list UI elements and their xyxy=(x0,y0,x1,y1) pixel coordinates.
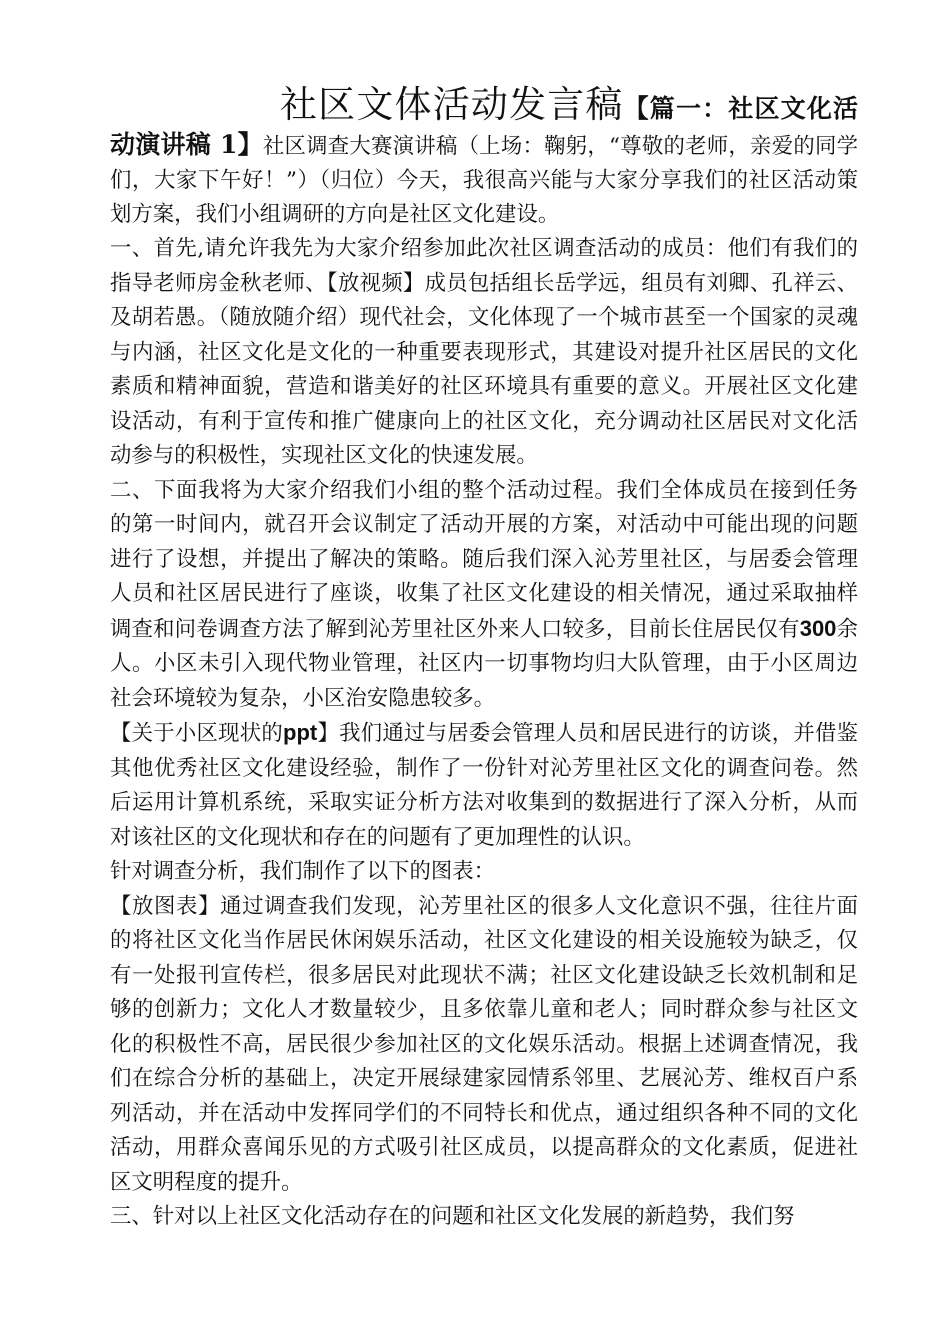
process-text-after: 余人。小区未引入现代物业管理，社区内一切事物均归大队管理，由于小区周边社会环境较为复杂，小区治安隐患较多。 xyxy=(110,616,858,711)
paragraph-charts-intro: 针对调查分析，我们制作了以下的图表： xyxy=(110,859,496,884)
document-heading xyxy=(110,83,859,232)
paragraph-findings: 【放图表】通过调查我们发现，沁芳里社区的很多人文化意识不强，往往片面的将社区文化当作居民休闲娱乐活动，社区文化建设的相关设施较为缺乏，仅有一处报刊宣传栏，很多居民对此现状不满；社区文化建设缺乏长效机制和足够的创新力；文化人才数量较少，且多依靠儿童和老人；同时群众参与社区文化的积极性不高，居民很少参加社区的文化娱乐活动。根据上述调查情况，我们在综合分析的基础上，决定开展绿建家园情系邻里、艺展沁芳、维权百户系列活动，并在活动中发挥同学们的不同特长和优点，通过组织各种不同的文化活动，用群众喜闻乐见的方式吸引社区成员，以提高群众的文化素质，促进社区文明程度的提升。 xyxy=(110,893,858,1195)
survey-text-after: 】我们通过与居委会管理人员和居民进行的访谈，并借鉴其他优秀社区文化建设经验，制作了一份针对沁芳里社区文化的调查问卷。然后运用计算机系统，采取实证分析方法对收集到的数据进行了深入分析，从而对该社区的文化现状和存在的问题有了更加理性的认识。 xyxy=(110,721,858,850)
document-subtitle: 【篇一：社区文化活动演讲稿 1】 xyxy=(110,94,858,159)
document-body xyxy=(110,83,859,1235)
paragraph-process xyxy=(110,474,858,717)
resident-count: 300 xyxy=(799,615,837,641)
process-text-before: 二、下面我将为大家介绍我们小组的整个活动过程。我们全体成员在接到任务的第一时间内，就召开会议制定了活动开展的方案，对活动中可能出现的问题进行了设想，并提出了解决的策略。随后我们深入沁芳里社区，与居委会管理人员和社区居民进行了座谈，收集了社区文化建设的相关情况，通过采取抽样调查和问卷调查方法了解到沁芳里社区外来人口较多，目前长住居民仅有 xyxy=(110,477,858,642)
paragraph-members: 一、首先,请允许我先为大家介绍参加此次社区调查活动的成员：他们有我们的指导老师房金秋老师、【放视频】成员包括组长岳学远，组员有刘卿、孔祥云、及胡若愚。（随放随介绍）现代社会，文化体现了一个城市甚至一个国家的灵魂与内涵，社区文化是文化的一种重要表现形式，其建设对提升社区居民的文化素质和精神面貌，营造和谐美好的社区环境具有重要的意义。开展社区文化建设活动，有利于宣传和推广健康向上的社区文化，充分调动社区居民对文化活动参与的积极性，实现社区文化的快速发展。 xyxy=(110,236,858,468)
paragraph-trends: 三、针对以上社区文化活动存在的问题和社区文化发展的新趋势，我们努 xyxy=(110,1204,795,1229)
paragraph-survey xyxy=(110,716,858,855)
intro-text: 社区调查大赛演讲稿（上场：鞠躬，“尊敬的老师，亲爱的同学们，大家下午好！”）（归位）今天，我很高兴能与大家分享我们的社区活动策划方案，我们小组调研的方向是社区文化建设。 xyxy=(110,134,859,227)
document-title: 社区文体活动发言稿 xyxy=(280,83,624,126)
ppt-label: ppt xyxy=(283,720,318,745)
survey-text-before: 【关于小区现状的 xyxy=(110,721,284,746)
